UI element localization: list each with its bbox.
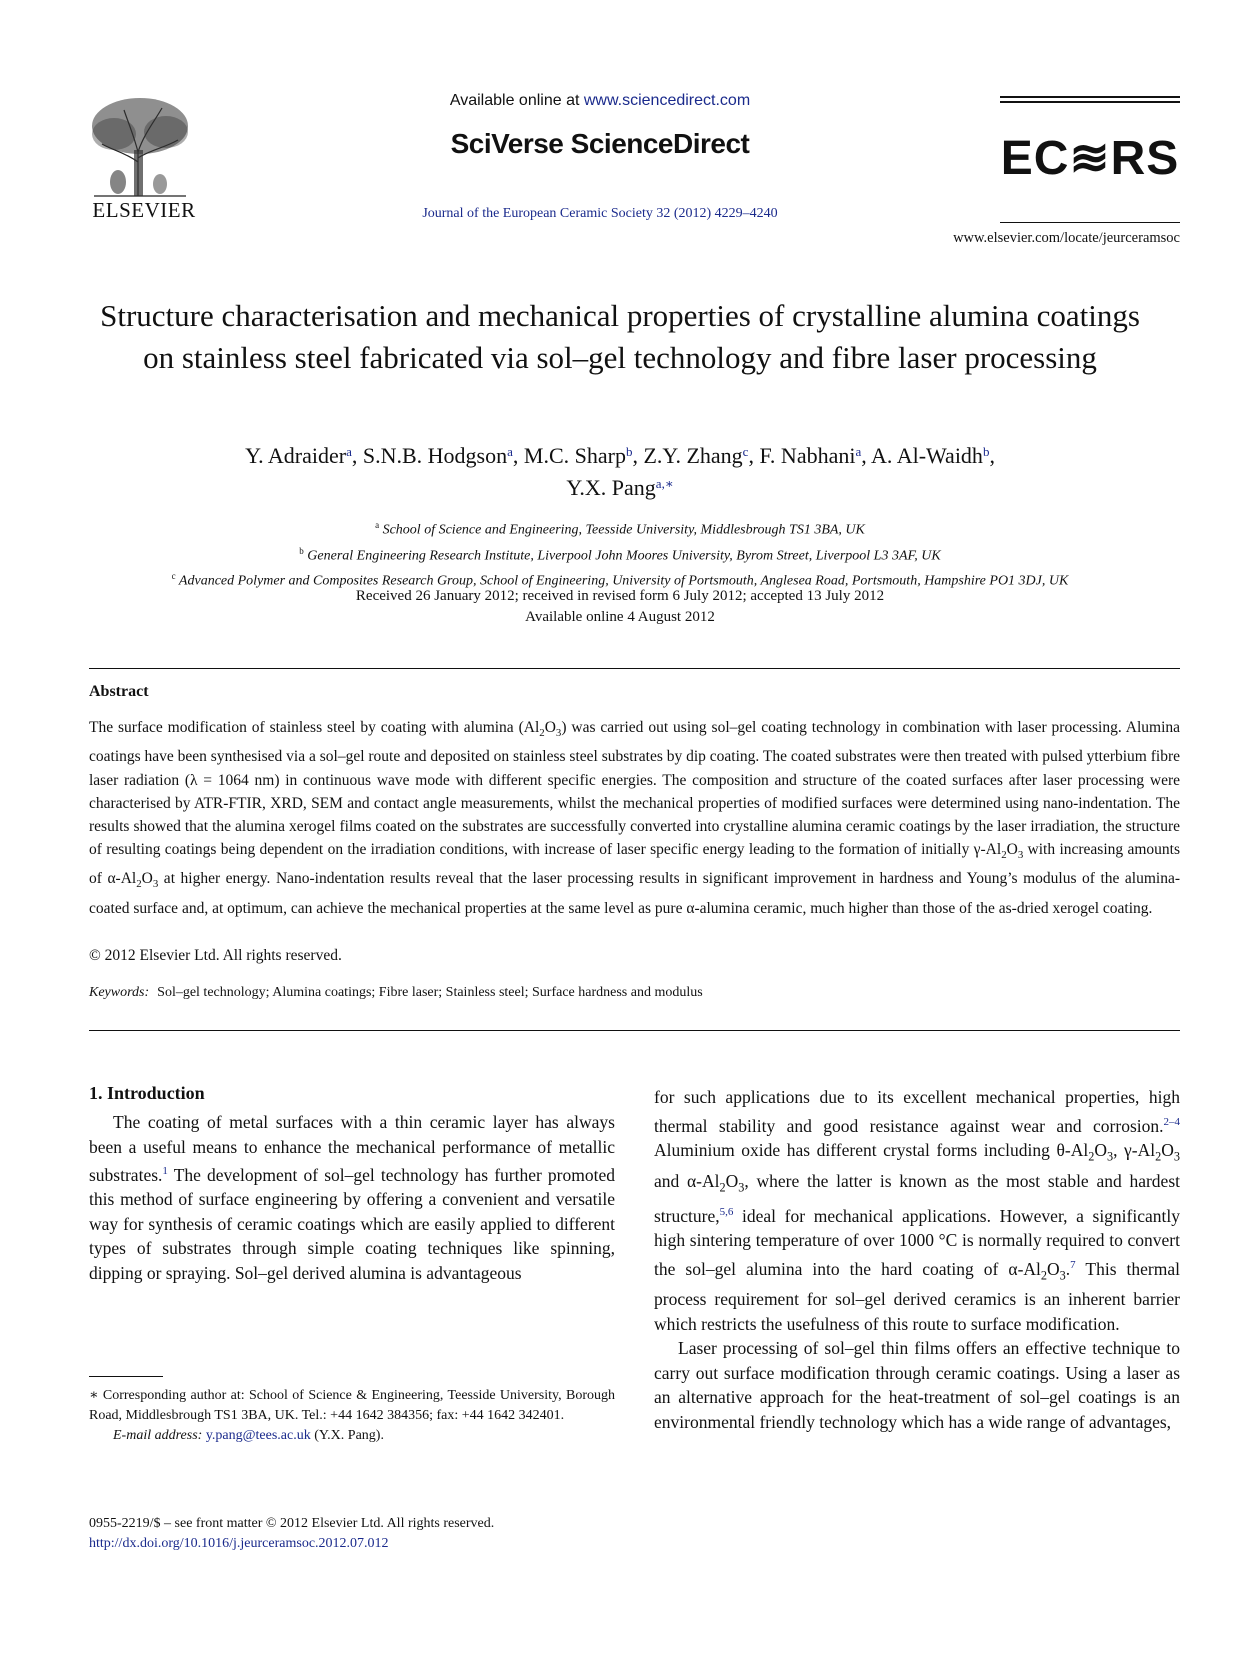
divider bbox=[89, 1030, 1180, 1031]
front-matter bbox=[89, 1514, 615, 1554]
sciencedirect-link[interactable]: www.sciencedirect.com bbox=[583, 92, 751, 109]
available-online bbox=[380, 92, 820, 110]
platform-logo: SciVerse ScienceDirect bbox=[450, 128, 750, 159]
footnote-rule bbox=[89, 1376, 163, 1377]
journal-reference-link[interactable]: Journal of the European Ceramic Society 32 (2012) 4229–4240 bbox=[422, 206, 778, 221]
journal-logo: EC≋RS bbox=[1000, 132, 1180, 185]
author: A. Al-Waidh$^b$ bbox=[871, 443, 990, 468]
abstract-copyright: © 2012 Elsevier Ltd. All rights reserved. bbox=[89, 947, 342, 964]
doi-link[interactable]: http://dx.doi.org/10.1016/j.jeurceramsoc.2012.07.012 bbox=[89, 1536, 389, 1551]
section-heading: 1. Introduction bbox=[89, 1083, 205, 1103]
divider bbox=[89, 668, 1180, 669]
keywords-list: Sol–gel technology; Alumina coatings; Fibre laser; Stainless steel; Surface hardness and modulus bbox=[157, 985, 703, 1000]
paragraph: The coating of metal surfaces with a thin ceramic layer has always been a useful means to enhance the mechanical performance of metallic substrates.$^1$ The development of sol–gel technology has further promoted this method of surface engineering by offering a convenient and versatile way for synthesis of ceramic coatings which are easily applied to different types of substrates through simple coating techniques like spinning, dipping or spraying. Sol–gel derived alumina is advantageous bbox=[89, 1112, 615, 1283]
affiliations bbox=[60, 515, 1180, 592]
author: Y. Adraider$^a$ bbox=[245, 443, 352, 468]
body-column-left bbox=[89, 1110, 615, 1285]
affiliation-mark[interactable]: b bbox=[625, 444, 633, 459]
journal-homepage-url[interactable]: www.elsevier.com/locate/jeurceramsoc bbox=[953, 230, 1180, 246]
citation-link[interactable]: 5,6 bbox=[719, 1205, 734, 1218]
affiliation: $^c$ Advanced Polymer and Composites Research Group, School of Engineering, University of Portsmouth, Anglesea Road, Portsmouth, Hampshire PO1 3DJ, UK bbox=[171, 571, 1069, 589]
available-online-text: Available online at bbox=[449, 92, 584, 109]
author: Z.Y. Zhang$^c$ bbox=[643, 443, 749, 468]
header-divider bbox=[1000, 222, 1180, 223]
affiliation-mark[interactable]: a bbox=[507, 444, 513, 459]
abstract-text: The surface modification of stainless steel by coating with alumina $(Al_2O_3)$ was carried out using sol–gel coating technology in combination with laser processing. Alumina coatings have been synthesised via a sol–gel route and deposited on stainless steel substrates by dip coating. The coated substrates were then treated with pulsed ytterbium fibre laser radiation (λ = 1064 nm) in continuous wave mode with different specific energies. The composition and structure of the coated surfaces after laser processing were characterised by ATR-FTIR, XRD, SEM and contact angle measurements, whilst the mechanical properties of modified surfaces were determined using nano-indentation. The results showed that the alumina xerogel films coated on the substrates are successfully converted into crystalline alumina ceramic coatings by the laser irradiation, the structure of resulting coatings being dependent on the irradiation conditions, with increase of laser specific energy leading to the formation of initially $\gamma-Al_2O_3$ with increasing amounts of $\alpha-Al_2O_3$ at higher energy. Nano-indentation results reveal that the laser processing results in significant improvement in hardness and Young’s modulus of the alumina-coated surface and, at optimum, can achieve the mechanical properties at the same level as pure α-alumina ceramic, much higher than those of the as-dried xerogel coating. bbox=[89, 719, 1181, 917]
issn-line: 0955-2219/$ – see front matter © 2012 Elsevier Ltd. All rights reserved. bbox=[89, 1516, 495, 1531]
email-label: E-mail address: bbox=[113, 1428, 203, 1443]
author-list: Y. Adraider$^a$, S.N.B. Hodgson$^a$, M.C. Sharp$^b$, Z.Y. Zhang$^c$, F. Nabhani$^a$, A. Al-Waidh$^b$, Y.X. Pang$^{a,∗}$ bbox=[245, 443, 995, 500]
article-title: Structure characterisation and mechanical properties of crystalline alumina coatings on stainless steel fabricated via sol–gel technology and fibre laser processing bbox=[100, 298, 1140, 375]
affiliation-mark[interactable]: a,∗ bbox=[655, 476, 674, 491]
author: M.C. Sharp$^b$ bbox=[523, 443, 633, 468]
journal-logo-rules bbox=[1000, 96, 1180, 106]
author: Y.X. Pang$^{a,∗}$ bbox=[566, 475, 674, 500]
paragraph: for such applications due to its excellent mechanical properties, high thermal stability and good resistance against wear and corrosion.$^{2-4}$ Aluminium oxide has different crystal forms including $\theta-Al_2O_3$, $\gamma-Al_2O_3$ and $\alpha-Al_2O_3$, where the latter is known as the most stable and hardest structure,$^{5,6}$ ideal for mechanical applications. However, a significantly high sintering temperature of over 1000 °C is normally required to convert the sol–gel alumina into the hard coating of $\alpha-Al_2O_3.^7$ This thermal process requirement for sol–gel derived ceramics is an inherent barrier which restricts the usefulness of this route to surface modification. bbox=[654, 1087, 1181, 1334]
email-line bbox=[89, 1426, 615, 1446]
affiliation-mark[interactable]: a bbox=[855, 444, 862, 459]
body-column-right bbox=[654, 1085, 1180, 1434]
paragraph: Laser processing of sol–gel thin films offers an effective technique to carry out surface modification through ceramic coatings. Using a laser as an alternative approach for the heat-treatment of sol–gel coatings is an environmental friendly technology which has a wide range of advantages, bbox=[654, 1338, 1180, 1432]
corresponding-author-note bbox=[89, 1386, 615, 1446]
keywords bbox=[89, 985, 1180, 1001]
affiliation: $^a$ School of Science and Engineering, Teesside University, Middlesbrough TS1 3BA, UK bbox=[375, 520, 865, 538]
affiliation-mark[interactable]: a bbox=[346, 444, 352, 459]
affiliation: $^b$ General Engineering Research Institute, Liverpool John Moores University, Byrom Street, Liverpool L3 3AF, UK bbox=[299, 545, 941, 564]
abstract-heading: Abstract bbox=[89, 683, 149, 700]
citation-link[interactable]: 1 bbox=[162, 1165, 168, 1177]
email-suffix: (Y.X. Pang). bbox=[314, 1428, 384, 1443]
email-link[interactable]: y.pang@tees.ac.uk bbox=[205, 1428, 311, 1443]
received-dates: Received 26 January 2012; received in revised form 6 July 2012; accepted 13 July 2012 bbox=[355, 588, 885, 604]
affiliation-mark[interactable]: b bbox=[982, 444, 990, 459]
corresponding-author-text: ∗ Corresponding author at: School of Science & Engineering, Teesside University, Borough Road, Middlesbrough TS1 3BA, UK. Tel.: +44 1642 384356; fax: +44 1642 342401. bbox=[89, 1388, 615, 1423]
publisher-name: ELSEVIER bbox=[92, 198, 196, 222]
affiliation-mark[interactable]: c bbox=[742, 444, 749, 459]
article-history bbox=[90, 586, 1150, 628]
citation-link[interactable]: 7 bbox=[1070, 1258, 1076, 1271]
keywords-label: Keywords: bbox=[89, 985, 150, 1000]
author: S.N.B. Hodgson$^a$ bbox=[362, 443, 513, 468]
citation-link[interactable]: 2–4 bbox=[1163, 1115, 1180, 1128]
author: F. Nabhani$^a$ bbox=[759, 443, 862, 468]
available-online-date: Available online 4 August 2012 bbox=[525, 609, 715, 625]
